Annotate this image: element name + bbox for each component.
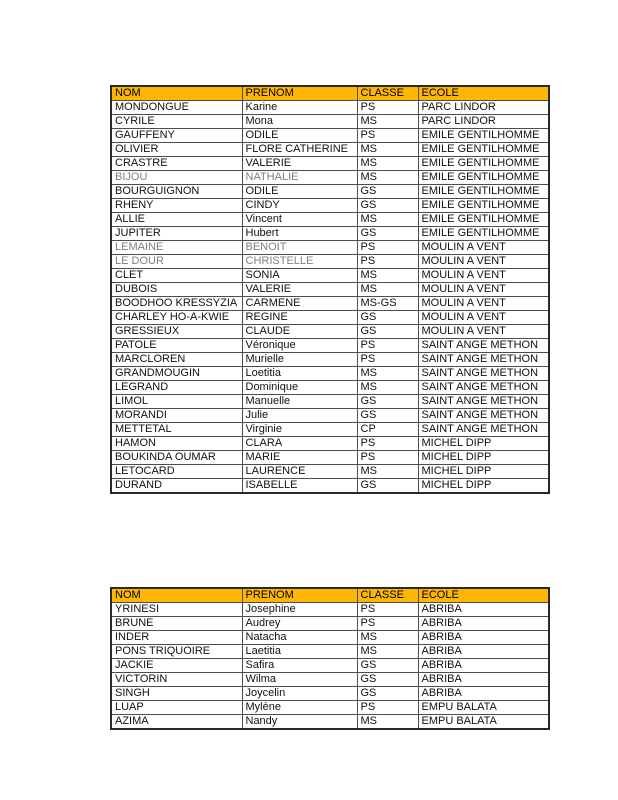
cell-ecole: SAINT ANGE METHON — [418, 381, 549, 395]
cell-nom: CRASTRE — [111, 157, 242, 171]
cell-classe: GS — [357, 479, 418, 494]
cell-prenom: Natacha — [242, 631, 357, 645]
table-row — [111, 715, 549, 730]
cell-nom: PONS TRIQUOIRE — [111, 645, 242, 659]
cell-classe: GS — [357, 199, 418, 213]
cell-nom: DURAND — [111, 479, 242, 494]
cell-classe: PS — [357, 101, 418, 115]
cell-classe: PS — [357, 353, 418, 367]
cell-prenom: Laetitia — [242, 645, 357, 659]
cell-prenom: CHRISTELLE — [242, 255, 357, 269]
cell-nom: LIMOL — [111, 395, 242, 409]
table-row — [111, 617, 549, 631]
cell-ecole: SAINT ANGE METHON — [418, 339, 549, 353]
cell-prenom: SONIA — [242, 269, 357, 283]
cell-ecole: MOULIN A VENT — [418, 241, 549, 255]
cell-classe: GS — [357, 325, 418, 339]
column-header-classe: CLASSE — [357, 588, 418, 603]
cell-prenom: CLAUDE — [242, 325, 357, 339]
cell-classe: MS — [357, 269, 418, 283]
cell-prenom: Virginie — [242, 423, 357, 437]
cell-ecole: PARC LINDOR — [418, 115, 549, 129]
table-row — [111, 603, 549, 617]
table-row — [111, 157, 549, 171]
cell-classe: MS — [357, 381, 418, 395]
cell-ecole: SAINT ANGE METHON — [418, 353, 549, 367]
cell-classe: PS — [357, 617, 418, 631]
cell-nom: METTETAL — [111, 423, 242, 437]
table-row — [111, 311, 549, 325]
cell-classe: MS — [357, 157, 418, 171]
cell-classe: MS — [357, 283, 418, 297]
cell-nom: LEMAINE — [111, 241, 242, 255]
cell-ecole: MICHEL DIPP — [418, 479, 549, 494]
table-row — [111, 395, 549, 409]
cell-nom: BRUNE — [111, 617, 242, 631]
cell-ecole: ABRIBA — [418, 603, 549, 617]
cell-classe: PS — [357, 255, 418, 269]
cell-nom: CYRILE — [111, 115, 242, 129]
table-row — [111, 687, 549, 701]
column-header-nom: NOM — [111, 86, 242, 101]
cell-nom: CLET — [111, 269, 242, 283]
cell-classe: PS — [357, 451, 418, 465]
cell-prenom: CARMENE — [242, 297, 357, 311]
cell-classe: MS — [357, 367, 418, 381]
cell-classe: GS — [357, 395, 418, 409]
table-row — [111, 631, 549, 645]
cell-nom: LEGRAND — [111, 381, 242, 395]
table-row — [111, 325, 549, 339]
table-row — [111, 143, 549, 157]
cell-ecole: EMILE GENTILHOMME — [418, 129, 549, 143]
cell-prenom: Véronique — [242, 339, 357, 353]
cell-ecole: EMILE GENTILHOMME — [418, 157, 549, 171]
cell-classe: GS — [357, 687, 418, 701]
table-row — [111, 115, 549, 129]
cell-ecole: MOULIN A VENT — [418, 325, 549, 339]
cell-prenom: Nandy — [242, 715, 357, 730]
cell-prenom: ODILE — [242, 185, 357, 199]
cell-prenom: VALERIE — [242, 283, 357, 297]
cell-classe: MS — [357, 715, 418, 730]
cell-prenom: Wilma — [242, 673, 357, 687]
cell-classe: PS — [357, 701, 418, 715]
cell-nom: BOURGUIGNON — [111, 185, 242, 199]
cell-prenom: Josephine — [242, 603, 357, 617]
table-row — [111, 129, 549, 143]
cell-nom: HAMON — [111, 437, 242, 451]
cell-prenom: Karine — [242, 101, 357, 115]
cell-prenom: REGINE — [242, 311, 357, 325]
cell-classe: MS — [357, 171, 418, 185]
cell-ecole: MOULIN A VENT — [418, 283, 549, 297]
cell-nom: GRANDMOUGIN — [111, 367, 242, 381]
cell-classe: MS — [357, 465, 418, 479]
table-row — [111, 437, 549, 451]
cell-classe: MS — [357, 115, 418, 129]
cell-nom: ALLIE — [111, 213, 242, 227]
cell-ecole: MICHEL DIPP — [418, 437, 549, 451]
cell-prenom: Dominique — [242, 381, 357, 395]
cell-nom: GRESSIEUX — [111, 325, 242, 339]
cell-prenom: Joycelin — [242, 687, 357, 701]
cell-classe: PS — [357, 129, 418, 143]
cell-ecole: SAINT ANGE METHON — [418, 367, 549, 381]
cell-ecole: EMILE GENTILHOMME — [418, 213, 549, 227]
cell-classe: MS-GS — [357, 297, 418, 311]
cell-prenom: MARIE — [242, 451, 357, 465]
cell-nom: LUAP — [111, 701, 242, 715]
cell-ecole: MOULIN A VENT — [418, 297, 549, 311]
cell-ecole: ABRIBA — [418, 687, 549, 701]
table-row — [111, 339, 549, 353]
table-row — [111, 227, 549, 241]
cell-nom: BOODHOO KRESSYZIA — [111, 297, 242, 311]
cell-prenom: Loetitia — [242, 367, 357, 381]
cell-nom: DUBOIS — [111, 283, 242, 297]
cell-nom: INDER — [111, 631, 242, 645]
cell-ecole: EMPU BALATA — [418, 715, 549, 730]
cell-ecole: SAINT ANGE METHON — [418, 409, 549, 423]
table-row — [111, 255, 549, 269]
table-row — [111, 241, 549, 255]
cell-ecole: ABRIBA — [418, 659, 549, 673]
cell-classe: GS — [357, 185, 418, 199]
table-row — [111, 409, 549, 423]
cell-classe: MS — [357, 213, 418, 227]
cell-prenom: Audrey — [242, 617, 357, 631]
table-row — [111, 213, 549, 227]
cell-ecole: EMILE GENTILHOMME — [418, 171, 549, 185]
table-row — [111, 659, 549, 673]
cell-nom: LE DOUR — [111, 255, 242, 269]
cell-ecole: EMILE GENTILHOMME — [418, 199, 549, 213]
cell-classe: GS — [357, 659, 418, 673]
cell-prenom: VALERIE — [242, 157, 357, 171]
cell-prenom: Mona — [242, 115, 357, 129]
column-header-ecole: ECOLE — [418, 588, 549, 603]
header-row — [111, 86, 549, 101]
cell-classe: PS — [357, 339, 418, 353]
column-header-prenom: PRENOM — [242, 588, 357, 603]
cell-nom: JUPITER — [111, 227, 242, 241]
cell-ecole: ABRIBA — [418, 617, 549, 631]
cell-nom: BOUKINDA OUMAR — [111, 451, 242, 465]
table-row — [111, 701, 549, 715]
table-row — [111, 185, 549, 199]
cell-classe: MS — [357, 631, 418, 645]
table-row — [111, 423, 549, 437]
column-header-nom: NOM — [111, 588, 242, 603]
cell-nom: GAUFFENY — [111, 129, 242, 143]
pupil-roster-table-1 — [110, 85, 550, 494]
cell-nom: JACKIE — [111, 659, 242, 673]
cell-ecole: MICHEL DIPP — [418, 465, 549, 479]
cell-nom: BIJOU — [111, 171, 242, 185]
cell-ecole: EMPU BALATA — [418, 701, 549, 715]
cell-nom: YRINESI — [111, 603, 242, 617]
cell-prenom: CLARA — [242, 437, 357, 451]
cell-prenom: Manuelle — [242, 395, 357, 409]
table-row — [111, 479, 549, 494]
cell-nom: VICTORIN — [111, 673, 242, 687]
cell-nom: SINGH — [111, 687, 242, 701]
cell-ecole: MOULIN A VENT — [418, 269, 549, 283]
table-row — [111, 367, 549, 381]
table-row — [111, 283, 549, 297]
cell-classe: MS — [357, 143, 418, 157]
table-row — [111, 199, 549, 213]
cell-ecole: SAINT ANGE METHON — [418, 423, 549, 437]
cell-classe: PS — [357, 437, 418, 451]
cell-nom: AZIMA — [111, 715, 242, 730]
cell-ecole: EMILE GENTILHOMME — [418, 227, 549, 241]
cell-classe: PS — [357, 603, 418, 617]
cell-prenom: FLORE CATHERINE — [242, 143, 357, 157]
cell-classe: GS — [357, 673, 418, 687]
cell-ecole: PARC LINDOR — [418, 101, 549, 115]
table-row — [111, 645, 549, 659]
column-header-prenom: PRENOM — [242, 86, 357, 101]
cell-prenom: Mylène — [242, 701, 357, 715]
cell-prenom: Murielle — [242, 353, 357, 367]
cell-ecole: EMILE GENTILHOMME — [418, 185, 549, 199]
cell-nom: RHENY — [111, 199, 242, 213]
cell-ecole: SAINT ANGE METHON — [418, 395, 549, 409]
cell-prenom: Safira — [242, 659, 357, 673]
table-row — [111, 465, 549, 479]
cell-classe: GS — [357, 227, 418, 241]
header-row — [111, 588, 549, 603]
table-row — [111, 451, 549, 465]
cell-nom: MORANDI — [111, 409, 242, 423]
table-row — [111, 353, 549, 367]
cell-ecole: MOULIN A VENT — [418, 255, 549, 269]
cell-prenom: NATHALIE — [242, 171, 357, 185]
cell-ecole: ABRIBA — [418, 631, 549, 645]
cell-prenom: LAURENCE — [242, 465, 357, 479]
table-row — [111, 269, 549, 283]
cell-nom: MARCLOREN — [111, 353, 242, 367]
cell-ecole: ABRIBA — [418, 645, 549, 659]
cell-prenom: ISABELLE — [242, 479, 357, 494]
cell-prenom: BENOIT — [242, 241, 357, 255]
cell-prenom: Hubert — [242, 227, 357, 241]
cell-classe: CP — [357, 423, 418, 437]
table-row — [111, 297, 549, 311]
cell-nom: MONDONGUE — [111, 101, 242, 115]
cell-ecole: MICHEL DIPP — [418, 451, 549, 465]
cell-classe: GS — [357, 311, 418, 325]
column-header-ecole: ECOLE — [418, 86, 549, 101]
cell-classe: GS — [357, 409, 418, 423]
cell-classe: MS — [357, 645, 418, 659]
cell-nom: OLIVIER — [111, 143, 242, 157]
table-row — [111, 673, 549, 687]
column-header-classe: CLASSE — [357, 86, 418, 101]
table-row — [111, 171, 549, 185]
cell-ecole: ABRIBA — [418, 673, 549, 687]
pupil-roster-table-2 — [110, 587, 550, 730]
cell-ecole: MOULIN A VENT — [418, 311, 549, 325]
table-row — [111, 381, 549, 395]
cell-prenom: ODILE — [242, 129, 357, 143]
cell-prenom: Julie — [242, 409, 357, 423]
cell-nom: CHARLEY HO-A-KWIE — [111, 311, 242, 325]
cell-classe: PS — [357, 241, 418, 255]
cell-prenom: CINDY — [242, 199, 357, 213]
cell-ecole: EMILE GENTILHOMME — [418, 143, 549, 157]
cell-nom: LETOCARD — [111, 465, 242, 479]
table-row — [111, 101, 549, 115]
cell-nom: PATOLE — [111, 339, 242, 353]
cell-prenom: Vincent — [242, 213, 357, 227]
